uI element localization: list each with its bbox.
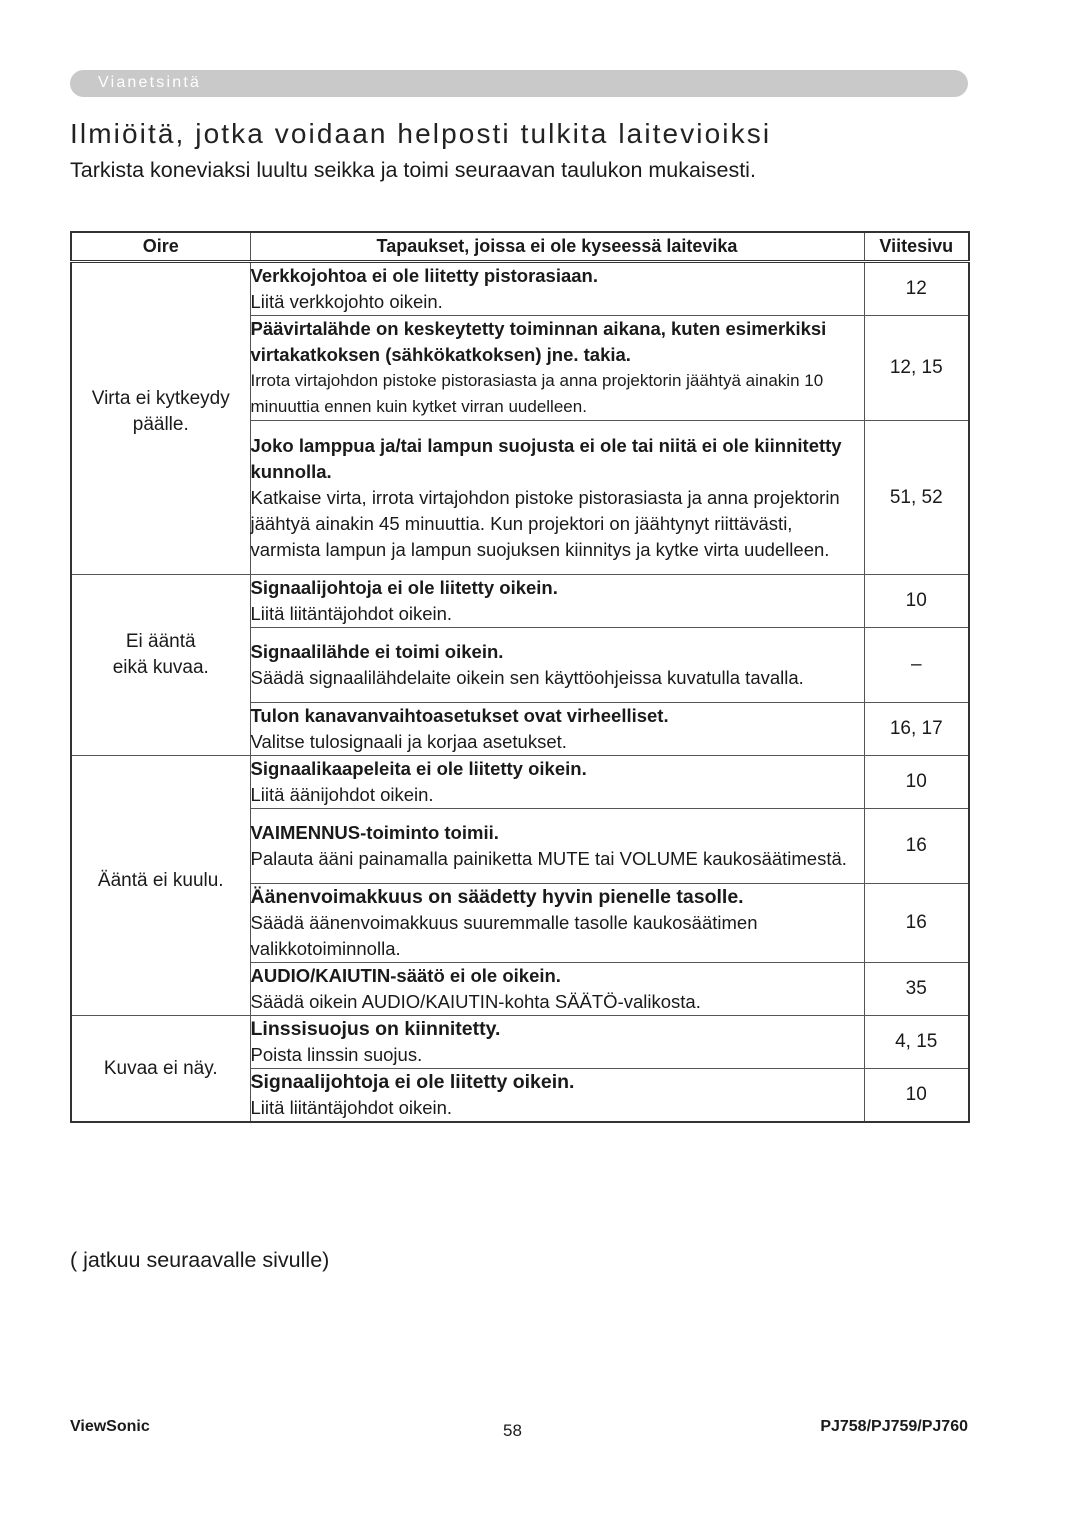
case-desc: Säädä oikein AUDIO/KAIUTIN-kohta SÄÄTÖ-valikosta. — [250, 991, 701, 1012]
ref-page: – — [864, 628, 969, 703]
footer-model: PJ758/PJ759/PJ760 — [820, 1418, 968, 1435]
section-label: Vianetsintä — [98, 74, 202, 91]
case-desc: Palauta ääni painamalla painiketta MUTE tai VOLUME kaukosäätimestä. — [250, 848, 847, 869]
case-title: VAIMENNUS-toiminto toimii. — [250, 822, 499, 843]
case-desc: Irrota virtajohdon pistoke pistorasiasta ja anna projektorin jäähtyä ainakin 10 minuuttia ennen kuin kytket virran uudelleen. — [250, 371, 824, 416]
case-desc: Säädä äänenvoimakkuus suuremmalle tasolle kaukosäätimen valikkotoiminnolla. — [250, 912, 758, 959]
case-title: Tulon kanavanvaihtoasetukset ovat virheelliset. — [250, 705, 669, 726]
case-desc: Valitse tulosignaali ja korjaa asetukset. — [250, 731, 567, 752]
continue-note: ( jatkuu seuraavalle sivulle) — [70, 1248, 330, 1272]
case-title: Signaalikaapeleita ei ole liitetty oikein. — [250, 758, 587, 779]
ref-page: 51, 52 — [864, 421, 969, 575]
page-title: Ilmiöitä, jotka voidaan helposti tulkita laitevioiksi — [70, 118, 772, 149]
case-title: Signaalijohtoja ei ole liitetty oikein. — [250, 577, 558, 598]
troubleshooting-table — [70, 231, 970, 1123]
header-cases: Tapaukset, joissa ei ole kyseessä laitevika — [250, 232, 864, 262]
case-title: Signaalilähde ei toimi oikein. — [250, 641, 504, 662]
table-row — [71, 756, 969, 809]
ref-page: 10 — [864, 756, 969, 809]
case-desc: Liitä äänijohdot oikein. — [250, 784, 434, 805]
case-desc: Liitä verkkojohto oikein. — [250, 291, 443, 312]
ref-page: 10 — [864, 575, 969, 628]
ref-page: 35 — [864, 963, 969, 1016]
ref-page: 12 — [864, 262, 969, 316]
case-title: AUDIO/KAIUTIN-säätö ei ole oikein. — [250, 965, 561, 986]
case-title: Joko lamppua ja/tai lampun suojusta ei ole tai niitä ei ole kiinnitetty kunnolla. — [250, 434, 842, 482]
case-title: Verkkojohtoa ei ole liitetty pistorasiaan. — [250, 265, 598, 286]
symptom-cell: Virta ei kytkeydy päälle. — [71, 262, 250, 575]
ref-page: 16, 17 — [864, 703, 969, 756]
header-ref: Viitesivu — [864, 232, 969, 262]
case-title: Linssisuojus on kiinnitetty. — [250, 1018, 501, 1040]
footer-page-number: 58 — [503, 1421, 522, 1440]
ref-page: 16 — [864, 884, 969, 963]
case-desc: Poista linssin suojus. — [250, 1044, 423, 1065]
table-row — [71, 575, 969, 628]
table-row — [71, 262, 969, 316]
case-desc: Katkaise virta, irrota virtajohdon pistoke pistorasiasta ja anna projektorin jäähtyä ainakin 45 minuuttia. Kun projektori on jäähtynyt riittävästi, varmista lampun ja lampun suojuksen kiinnitys ja kytke virta uudelleen. — [250, 486, 840, 560]
ref-page: 12, 15 — [864, 316, 969, 421]
case-desc: Liitä liitäntäjohdot oikein. — [250, 603, 453, 624]
case-desc: Liitä liitäntäjohdot oikein. — [250, 1097, 453, 1118]
ref-page: 4, 15 — [864, 1016, 969, 1069]
footer-brand: ViewSonic — [70, 1418, 150, 1435]
symptom-cell: Ei ääntä eikä kuvaa. — [71, 575, 250, 756]
symptom-cell: Ääntä ei kuulu. — [71, 756, 250, 1016]
case-desc: Säädä signaalilähdelaite oikein sen käyttöohjeissa kuvatulla tavalla. — [250, 667, 804, 688]
case-title: Signaalijohtoja ei ole liitetty oikein. — [250, 1071, 575, 1093]
table-row — [71, 1016, 969, 1069]
ref-page: 10 — [864, 1069, 969, 1123]
case-title: Päävirtalähde on keskeytetty toiminnan aikana, kuten esimerkiksi virtakatkoksen (sähkökatkoksen) jne. takia. — [250, 318, 827, 365]
header-symptom: Oire — [71, 232, 250, 262]
symptom-cell: Kuvaa ei näy. — [71, 1016, 250, 1123]
table-header-row — [71, 232, 969, 262]
section-header-bar — [70, 70, 968, 97]
ref-page: 16 — [864, 809, 969, 884]
case-title: Äänenvoimakkuus on säädetty hyvin pienelle tasolle. — [250, 886, 744, 908]
intro-text: Tarkista koneviaksi luultu seikka ja toimi seuraavan taulukon mukaisesti. — [70, 158, 756, 182]
